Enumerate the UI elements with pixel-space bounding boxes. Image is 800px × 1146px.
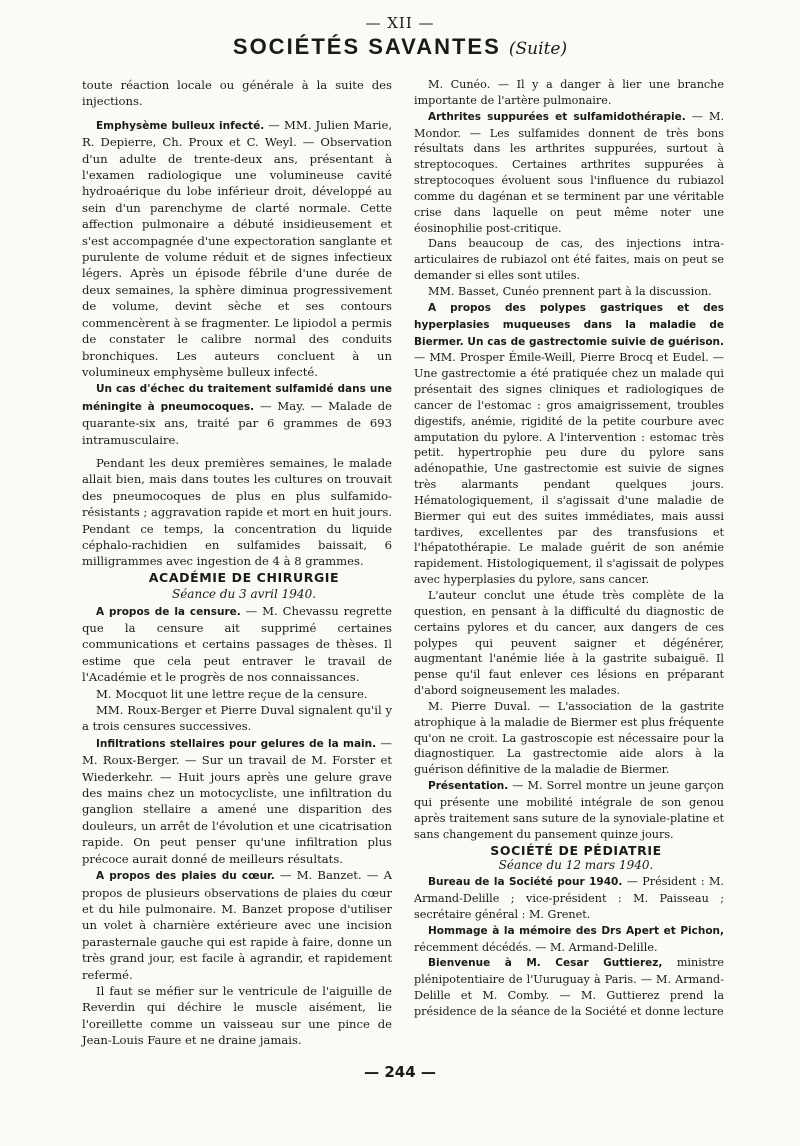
right-column <box>414 77 724 1020</box>
article-body: — MM. Julien Marie, R. Depierre, Ch. Proux et C. Weyl. — Observation d'un adulte de trente-deux ans, présentant à l'examen radiologique une volumineuse cavité hydroaérique du lobe inférieur droit, développé au sein d'un parenchyme de clarté normale. Cette affection pulmonaire a débuté insidieusement et s'est accompagnée d'une expectoration sanglante et purulente de volume réduit et de signes infectieux légers. Après un épisode fébrile d'une durée de deux semaines, la sphère diminua progressivement de volume, devint sèche et ses contours commencèrent à se fragmenter. Le lipiodol a permis de constater le calibre normal des conduits bronchiques. Les auteurs concluent à un volumineux emphysème bulleux infecté. <box>82 117 393 379</box>
session-date: Séance du 3 avril 1940. <box>171 587 317 602</box>
left-column <box>82 77 392 1049</box>
paragraph: Dans beaucoup de cas, des injections intra-articulaires de rubiazol ont été faites, mais on peut se demander si elles sont utiles. <box>414 237 724 283</box>
article-body: — M. Mondor. — Les sulfamides donnent de très bons résultats dans les arthrites suppurées, surtout à streptocoques. Certaines arthrites suppurées à streptocoques évoluent sous l'influence du rubiazol comme du dagénan et se terminent par une véritable crise dans laquelle on peut même noter une éosinophilie post-critique. <box>414 109 724 235</box>
article-bureau <box>414 874 724 923</box>
running-title-suffix: (Suite) <box>508 39 568 59</box>
paragraph: M. Cunéo. — Il y a danger à lier une branche importante de l'artère pulmonaire. <box>414 78 724 107</box>
paragraph: M. Mocquot lit une lettre reçue de la censure. <box>96 686 368 701</box>
article-presentation <box>414 778 724 842</box>
article-body: — MM. Prosper Émile-Weill, Pierre Brocq et Eudel. — Une gastrectomie a été pratiquée chez un malade qui présentait des signes cliniques et radiologiques de cancer de l'estomac : gros amaigrissement, troubles digestifs, anémie, rigidité de la petite courbure avec amputation du pylore. A l'intervention : estomac très petit. hypertrophie peu dure du pylore sans adénopathie, Une gastrectomie est suivie de signes très alarmants pendant quelques jours. Hématologiquement, il s'agissait d'une maladie de Biermer qui eut des suites immédiates, mais aussi tardives, excellentes par des transfusions et l'hépatothérapie. Le malade guérit de son anémie rapidement. Histologiquement, il s'agissait de polypes avec hyperplasies du pylore, sans cancer. <box>414 351 724 587</box>
article-body: ministre plénipotentiaire de l'Uuruguay à Paris. — M. Armand-Delille et M. Comby. — M. Guttierez prend la présidence de la séance de la Société et donne lecture <box>414 956 724 1018</box>
section-heading-pediatrie: SOCIÉTÉ DE PÉDIATRIE <box>490 842 662 858</box>
paragraph: L'auteur conclut une étude très complète de la question, en pensant à la difficulté du diagnostic de certains pylores et du cancer, aux dangers de ces polypes qui peuvent saigner et dégénérer, augmentant l'anémie liée à la gastrite subaiguë. Il pense qu'il faut enlever ces lésions en préparant d'abord soigneusement les malades. <box>414 589 724 698</box>
article-hommage <box>414 923 724 956</box>
paragraph: MM. Roux-Berger et Pierre Duval signalent qu'il y a trois censures successives. <box>82 703 392 734</box>
paragraph: Pendant les deux premières semaines, le malade allait bien, mais dans toutes les cultures on trouvait des pneumocoques de plus en plus sulfamido-résistants ; aggravation rapide et mort en huit jours. Pendant ce temps, la concentration du liquide céphalo-rachidien en sulfamides baissait, 6 milligrammes avec ingestion de 4 à 8 grammes. <box>82 455 392 569</box>
article-plaies <box>82 867 392 983</box>
article-title: Emphysème bulleux infecté. <box>96 119 265 132</box>
article-arthrites <box>414 109 724 237</box>
article-title: Présentation. <box>428 780 509 793</box>
page-number: — 244 — <box>364 1063 436 1081</box>
section-folio: — XII — <box>365 14 435 32</box>
page-header <box>0 14 800 60</box>
paragraph: MM. Basset, Cunéo prennent part à la discussion. <box>428 284 712 298</box>
session-date: Séance du 12 mars 1940. <box>498 858 654 873</box>
article-title: Infiltrations stellaires pour gelures de la main. <box>96 737 377 750</box>
running-title <box>0 34 800 60</box>
article-bienvenue <box>414 955 724 1019</box>
article-body: récemment décédés. — M. Armand-Delille. <box>414 940 658 954</box>
article-body: — M. Sorrel montre un jeune garçon qui présente une mobilité intégrale de son genou après traitement sans suture de la synoviale-platine et sans changement du pansement quinze jours. <box>414 779 724 841</box>
article-body: — M. Chevassu regrette que la censure ait supprimé certaines communications et certains passages de thèses. Il estime que cela peut entraver le travail de l'Académie et le progrès de nos connaissances. <box>82 603 392 685</box>
article-emphyseme <box>82 117 392 381</box>
article-title: A propos de la censure. <box>96 605 241 618</box>
article-infiltrations <box>82 735 392 867</box>
article-polypes <box>414 300 724 588</box>
article-censure <box>82 603 392 686</box>
article-title: Bureau de la Société pour 1940. <box>428 876 623 889</box>
article-title: A propos des plaies du cœur. <box>96 870 275 883</box>
paragraph: M. Pierre Duval. — L'association de la gastrite atrophique à la maladie de Biermer est plus fréquente qu'on ne croit. La gastroscopie est nécessaire pour la diagnostiquer. La gastrectomie aide alors à la guérison définitive de la maladie de Biermer. <box>414 699 724 777</box>
article-title: Un cas d'échec du traitement sulfamidé dans une méningite à pneumocoques. <box>82 383 392 413</box>
article-title: Bienvenue à M. Cesar Guttierez, <box>428 957 663 970</box>
section-heading-academie: ACADÉMIE DE CHIRURGIE <box>148 569 340 585</box>
article-meningite <box>82 380 392 448</box>
article-title: Hommage à la mémoire des Drs Apert et Pichon, <box>428 924 724 937</box>
paragraph: Il faut se méfier sur le ventricule de l'aiguille de Reverdin qui déchire le muscle aisément, lie l'oreillette comme un vaisseau sur une pince de Jean-Louis Faure et ne draine jamais. <box>82 983 392 1048</box>
running-title-text: SOCIÉTÉS SAVANTES <box>232 34 501 59</box>
article-body: — M. Banzet. — A propos de plusieurs observations de plaies du cœur et du hile pulmonaire. M. Banzet propose d'utiliser un volet à charnière extérieure avec une incision parasternale gauche qui est rapide à faire, donne un très grand jour, est facile à agrandir, et rapidement refermé. <box>82 868 392 982</box>
article-body: — Président : M. Armand-Delille ; vice-président : M. Paisseau ; secrétaire général : M. Grenet. <box>414 875 724 921</box>
article-title: Arthrites suppurées et sulfamidothérapie. <box>428 110 686 123</box>
article-body: — May. — Malade de quarante-six ans, traité par 6 grammes de 693 intramusculaire. <box>82 398 393 447</box>
article-body: — M. Roux-Berger. — Sur un travail de M. Forster et Wiederkehr. — Huit jours après une gelure grave des mains chez un motocycliste, une infiltration du ganglion stellaire a amené une disparition des douleurs, un arrêt de l'évolution et une cicatrisation rapide. On peut penser qu'une infiltration plus précoce aurait donné de meilleurs résultats. <box>82 735 393 866</box>
article-title: A propos des polypes gastriques et des hyperplasies muqueuses dans la maladie de Biermer. Un cas de gastrectomie suivie de guérison. <box>414 301 724 348</box>
paragraph: toute réaction locale ou générale à la suite des injections. <box>82 78 392 109</box>
